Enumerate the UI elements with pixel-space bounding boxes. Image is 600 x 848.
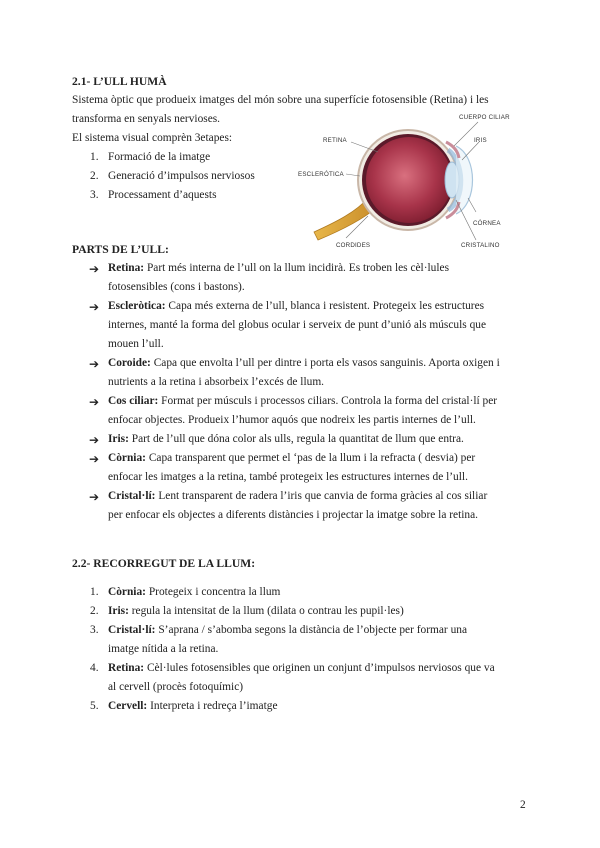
part-line — [108, 487, 487, 506]
part-term: Escleròtica: — [108, 300, 166, 312]
label-cuerpo-ciliar: CUERPO CILIAR — [459, 114, 510, 121]
part-line — [108, 335, 164, 354]
stage-text: Generació d’impulsos nerviosos — [108, 170, 255, 182]
route-line — [108, 678, 243, 697]
label-cornea: CÓRNEA — [473, 220, 501, 227]
route-description: Cèl·lules fotosensibles que originen un conjunt d’impulsos nerviosos que va — [146, 662, 495, 674]
part-description: Part de l’ull que dóna color als ulls, regula la quantitat de llum que entra. — [131, 433, 464, 445]
bullet-arrow-icon: ➔ — [89, 452, 100, 466]
part-line — [108, 506, 478, 525]
label-esclerotica: ESCLERÓTICA — [298, 171, 344, 178]
stage-number: 1. — [90, 151, 99, 163]
section-heading-ull-huma: 2.1- L’ULL HUMÀ — [72, 75, 167, 88]
stage-text: Processament d’aquests — [108, 189, 217, 201]
part-description: Capa transparent que permet el ‘pas de la llum i la refracta ( desvia) per — [148, 452, 476, 464]
route-term: Cristal·lí: — [108, 624, 156, 636]
part-line — [108, 316, 486, 335]
part-line — [108, 430, 464, 449]
part-line — [108, 468, 468, 487]
part-term: Cos ciliar: — [108, 395, 159, 407]
route-description: al cervell (procès fotoquímic) — [108, 681, 244, 693]
route-description: regula la intensitat de la llum (dilata o contrau les pupil·les) — [131, 605, 404, 617]
route-number: 4. — [90, 662, 99, 674]
page-number: 2 — [520, 799, 526, 811]
part-description: Capa que envolta l’ull per dintre i porta els vasos sanguinis. Aporta oxigen i — [153, 357, 500, 369]
route-term: Cervell: — [108, 700, 148, 712]
vitreous-shape — [366, 137, 452, 223]
section-heading-recorregut: 2.2- RECORREGUT DE LA LLUM: — [72, 557, 256, 570]
part-description: Format per músculs i processos ciliars. Controla la forma del cristal·lí per — [161, 395, 498, 407]
part-term: Retina: — [108, 262, 145, 274]
route-term: Retina: — [108, 662, 145, 674]
route-description: imatge nítida a la retina. — [108, 643, 219, 655]
part-description: fotosensibles (cons i bastons). — [108, 281, 245, 293]
part-description: Part més interna de l’ull on la llum incidirà. Es troben les cèl·lules — [146, 262, 450, 274]
eye-diagram — [296, 112, 506, 252]
part-line — [108, 392, 497, 411]
route-term: Iris: — [108, 605, 129, 617]
route-line — [108, 583, 280, 602]
part-description: mouen l’ull. — [108, 338, 164, 350]
route-line — [108, 640, 218, 659]
bullet-arrow-icon: ➔ — [89, 300, 100, 314]
part-term: Cristal·lí: — [108, 490, 156, 502]
stage-number: 3. — [90, 189, 99, 201]
part-description: Capa més externa de l’ull, blanca i resistent. Protegeix les estructures — [168, 300, 485, 312]
part-line — [108, 354, 500, 373]
route-description: Interpreta i redreça l’imatge — [150, 700, 278, 712]
route-line — [108, 621, 467, 640]
label-iris: IRIS — [474, 137, 487, 144]
part-term: Coroide: — [108, 357, 151, 369]
part-line — [108, 449, 475, 468]
route-description: Protegeix i concentra la llum — [148, 586, 281, 598]
part-description: nutrients a la retina i absorbeix l’excés de llum. — [108, 376, 325, 388]
part-line — [108, 297, 484, 316]
route-number: 1. — [90, 586, 99, 598]
part-term: Còrnia: — [108, 452, 146, 464]
bullet-arrow-icon: ➔ — [89, 433, 100, 447]
route-number: 5. — [90, 700, 99, 712]
label-cordides: CORDIDES — [336, 242, 371, 249]
route-number: 3. — [90, 624, 99, 636]
part-description: Lent transparent de radera l’iris que canvia de forma gràcies al cos siliar — [158, 490, 488, 502]
label-retina: RETINA — [323, 137, 347, 144]
bullet-arrow-icon: ➔ — [89, 395, 100, 409]
part-description: per enfocar els objectes a diferents distàncies i projectar la imatge sobre la retina. — [108, 509, 479, 521]
stage-number: 2. — [90, 170, 99, 182]
route-line — [108, 659, 495, 678]
route-term: Còrnia: — [108, 586, 146, 598]
part-line — [108, 259, 449, 278]
stage-text: Formació de la imatge — [108, 151, 211, 163]
parts-heading: PARTS DE L’ULL: — [72, 243, 169, 256]
bullet-arrow-icon: ➔ — [89, 490, 100, 504]
bullet-arrow-icon: ➔ — [89, 357, 100, 371]
part-description: enfocar objectes. Produeix l’humor aquós que nodreix les partis internes de l’ull. — [108, 414, 476, 426]
part-line — [108, 373, 324, 392]
bullet-arrow-icon: ➔ — [89, 262, 100, 276]
part-line — [108, 278, 245, 297]
intro-line-1: Sistema òptic que produeix imatges del món sobre una superfície fotosensible (Retina) i les — [72, 94, 489, 106]
part-line — [108, 411, 476, 430]
route-line — [108, 697, 278, 716]
part-term: Iris: — [108, 433, 129, 445]
part-description: internes, manté la forma del globus ocular i serveix de punt d’unió als músculs que — [108, 319, 487, 331]
part-description: enfocar les imatges a la retina, també protegeix les estructures internes de l’ull. — [108, 471, 468, 483]
label-cristalino: CRISTALINO — [461, 242, 500, 249]
route-description: S’aprana / s’abomba segons la distància de l’objecte per formar una — [158, 624, 468, 636]
route-number: 2. — [90, 605, 99, 617]
route-line — [108, 602, 404, 621]
stages-intro: El sistema visual comprèn 3etapes: — [72, 132, 233, 144]
intro-line-2: transforma en senyals nervioses. — [72, 113, 221, 125]
